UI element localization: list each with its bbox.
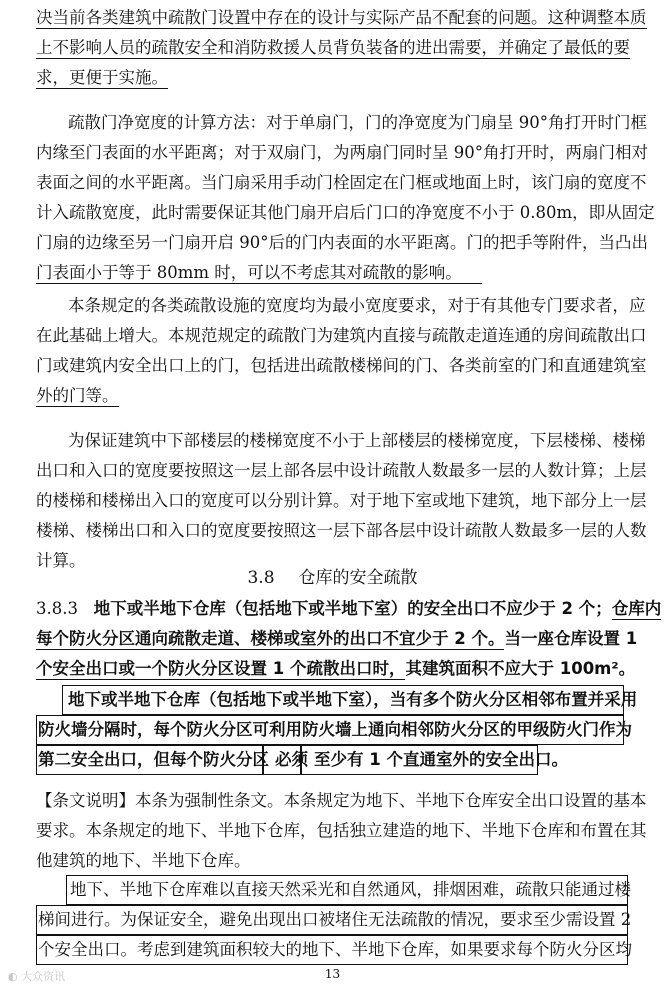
page-number: 13 (324, 967, 341, 981)
text-line: 的楼梯和楼梯出入口的宽度可以分别计算。对于地下室或地下建筑，地下部分上一层 (36, 491, 647, 510)
text-line: 楼梯、楼梯出口和入口的宽度要按照这一层下部各层中设计疏散人数最多一层的人数 (36, 521, 647, 540)
explanation-line: 梯间进行。为保证安全，避免出现出口被堵住无法疏散的情况，要求至少需设置 2 (38, 910, 632, 929)
explanation-line: 【条文说明】本条为强制性条文。本条规定为地下、半地下仓库安全出口设置的基本 (36, 791, 647, 810)
text-line: 出口和入口的宽度要按照这一层上部各层中设计疏散人数最多一层的人数计算；上层 (36, 461, 647, 480)
text-line: 门表面小于等于 80mm 时，可以不考虑其对疏散的影响。 (36, 262, 482, 284)
boxed-line: 第二安全出口，但每个防火分区 必须 至少有 1 个直通室外的安全出口。 (38, 750, 568, 769)
section-title: 仓库的安全疏散 (298, 568, 418, 588)
text-line: 决当前各类建筑中疏散门设置中存在的设计与实际产品不配套的问题。这种调整本质 (36, 8, 647, 27)
text-line: 求，更便于实施。 (36, 68, 168, 87)
text-line: 门扇的边缘至另一门扇开启 90°后的门内表面的水平距离。门的把手等附件，当凸出 (36, 233, 648, 252)
clause-number: 3.8.3 (36, 599, 78, 618)
text-line: 表面之间的水平距离。当门扇采用手动门栓固定在门框或地面上时，该门扇的宽度不 (36, 173, 647, 192)
watermark: ◐ 大众资讯 (8, 970, 66, 983)
clause-line: 3.8.3 地下或半地下仓库（包括地下或半地下室）的安全出口不应少于 2 个；仓库内 (36, 599, 662, 618)
text-line: 外的门等。 (36, 386, 119, 405)
watermark-logo-icon: ◐ (8, 970, 18, 983)
section-number: 3.8 (247, 568, 275, 588)
text-line: 疏散门净宽度的计算方法：对于单扇门，门的净宽度为门扇呈 90°角打开时门框 (68, 113, 647, 132)
explanation-line: 地下、半地下仓库难以直接天然采光和自然通风，排烟困难，疏散只能通过楼 (70, 880, 631, 899)
text-line: 上不影响人员的疏散安全和消防救援人员背负装备的进出需要，并确定了最低的要 (36, 38, 630, 57)
boxed-line: 地下或半地下仓库（包括地下或半地下室），当有多个防火分区相邻布置并采用 (68, 690, 638, 709)
clause-line: 每个防火分区通向疏散走道、楼梯或室外的出口不宜少于 2 个。当一座仓库设置 1 (36, 629, 638, 648)
explanation-line: 个安全出口。考虑到建筑面积较大的地下、半地下仓库，如果要求每个防火分区均 (38, 940, 632, 959)
section-heading (0, 563, 665, 588)
text-line: 计算。 (36, 551, 86, 570)
text-line: 在此基础上增大。本规范规定的疏散门为建筑内直接与疏散走道连通的房间疏散出口 (36, 326, 647, 345)
text-line: 为保证建筑中下部楼层的楼梯宽度不小于上部楼层的楼梯宽度，下层楼梯、楼梯 (68, 431, 646, 450)
boxed-line: 防火墙分隔时，每个防火分区可利用防火墙上通向相邻防火分区的甲级防火门作为 (38, 720, 632, 739)
text-line: 计入疏散宽度，此时需要保证其他门扇开启后门口的净宽度不小于 0.80m，即从固定 (36, 203, 655, 222)
text-line: 内缘至门表面的水平距离；对于双扇门，为两扇门同时呈 90°角打开时，两扇门相对 (36, 143, 648, 162)
explanation-line: 他建筑的地下、半地下仓库。 (36, 851, 251, 870)
text-line: 门或建筑内安全出口上的门，包括进出疏散楼梯间的门、各类前室的门和直通建筑室 (36, 356, 647, 375)
clause-line: 个安全出口或一个防火分区设置 1 个疏散出口时，其建筑面积不应大于 100m²。 (36, 659, 636, 678)
text-line: 本条规定的各类疏散设施的宽度均为最小宽度要求，对于有其他专门要求者，应 (68, 296, 646, 315)
explanation-line: 要求。本条规定的地下、半地下仓库，包括独立建造的地下、半地下仓库和布置在其 (36, 821, 647, 840)
